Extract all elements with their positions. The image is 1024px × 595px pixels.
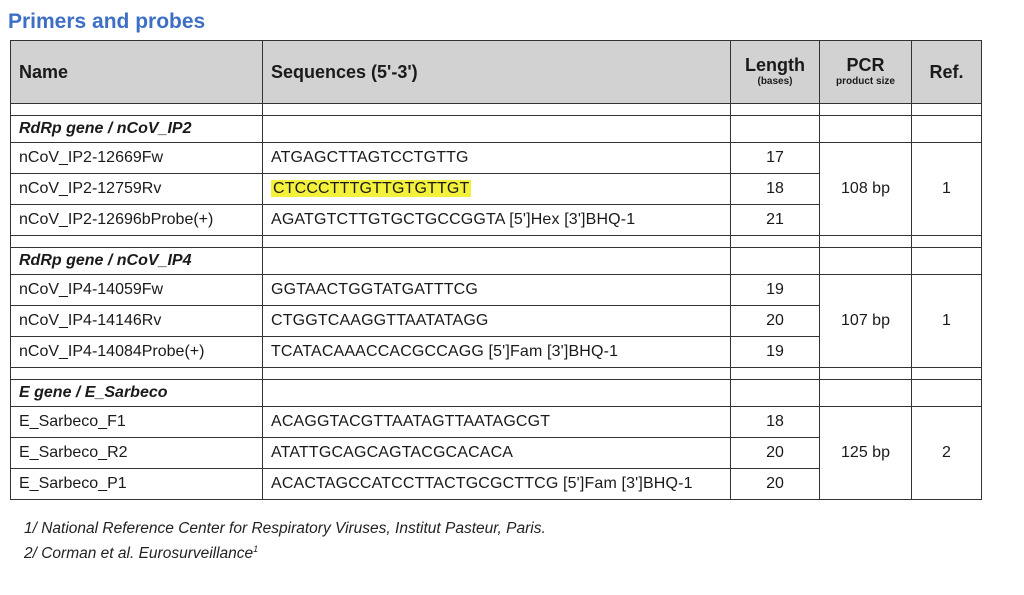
pcr-product-size: 108 bp (820, 143, 912, 236)
primer-name: nCoV_IP4-14084Probe(+) (11, 337, 263, 368)
primer-sequence: TCATACAAACCACGCCAGG [5']Fam [3']BHQ-1 (263, 337, 731, 368)
page-title: Primers and probes (8, 10, 206, 33)
table-row (11, 407, 982, 438)
header-sequences: Sequences (5'-3') (263, 41, 731, 104)
primer-length: 18 (731, 407, 820, 438)
primer-sequence: CTGGTCAAGGTTAATATAGG (263, 306, 731, 337)
primer-sequence: AGATGTCTTGTGCTGCCGGTA [5']Hex [3']BHQ-1 (263, 205, 731, 236)
group-row (11, 116, 982, 143)
group-row (11, 248, 982, 275)
primer-length: 17 (731, 143, 820, 174)
group-label: RdRp gene / nCoV_IP4 (11, 248, 263, 275)
primer-sequence: ATGAGCTTAGTCCTGTTG (263, 143, 731, 174)
footnote-2-superscript: 1 (253, 544, 259, 554)
header-length-label: Length (745, 55, 805, 75)
primer-name: nCoV_IP2-12669Fw (11, 143, 263, 174)
header-length (731, 41, 820, 104)
primer-name: nCoV_IP4-14059Fw (11, 275, 263, 306)
primer-sequence: ACAGGTACGTTAATAGTTAATAGCGT (263, 407, 731, 438)
header-ref: Ref. (912, 41, 982, 104)
group-label: RdRp gene / nCoV_IP2 (11, 116, 263, 143)
primer-name: nCoV_IP2-12696bProbe(+) (11, 205, 263, 236)
pcr-product-size: 107 bp (820, 275, 912, 368)
primer-length: 20 (731, 469, 820, 500)
table-row (11, 275, 982, 306)
group-row (11, 380, 982, 407)
primer-length: 21 (731, 205, 820, 236)
primer-length: 20 (731, 306, 820, 337)
spacer-row (11, 236, 982, 248)
primer-sequence-cell (263, 174, 731, 205)
header-pcr (820, 41, 912, 104)
header-name: Name (11, 41, 263, 104)
primer-length: 19 (731, 275, 820, 306)
spacer-row (11, 104, 982, 116)
primer-length: 18 (731, 174, 820, 205)
primer-name: nCoV_IP2-12759Rv (11, 174, 263, 205)
primer-sequence: GGTAACTGGTATGATTTCG (263, 275, 731, 306)
reference: 2 (912, 407, 982, 500)
footnote-1: 1/ National Reference Center for Respiratory Viruses, Institut Pasteur, Paris. (24, 520, 546, 537)
table-header (11, 41, 982, 104)
primer-name: E_Sarbeco_P1 (11, 469, 263, 500)
header-length-sub: (bases) (757, 76, 793, 87)
header-pcr-label: PCR (846, 55, 885, 75)
footnote-2-text: 2/ Corman et al. Eurosurveillance (24, 545, 254, 563)
header-pcr-sub: product size (836, 76, 895, 87)
primer-sequence: ATATTGCAGCAGTACGCACACA (263, 438, 731, 469)
primer-length: 19 (731, 337, 820, 368)
pcr-product-size: 125 bp (820, 407, 912, 500)
primer-name: nCoV_IP4-14146Rv (11, 306, 263, 337)
spacer-row (11, 368, 982, 380)
primer-sequence: ACACTAGCCATCCTTACTGCGCTTCG [5']Fam [3']BHQ-1 (263, 469, 731, 500)
group-label: E gene / E_Sarbeco (11, 380, 263, 407)
highlighted-sequence: CTCCCTTTGTTGTGTTGT (273, 180, 470, 197)
primers-table (10, 40, 982, 500)
footnote-2 (24, 544, 258, 563)
table-row (11, 143, 982, 174)
reference: 1 (912, 143, 982, 236)
primer-length: 20 (731, 438, 820, 469)
primer-name: E_Sarbeco_R2 (11, 438, 263, 469)
primer-name: E_Sarbeco_F1 (11, 407, 263, 438)
reference: 1 (912, 275, 982, 368)
table-body (11, 104, 982, 500)
